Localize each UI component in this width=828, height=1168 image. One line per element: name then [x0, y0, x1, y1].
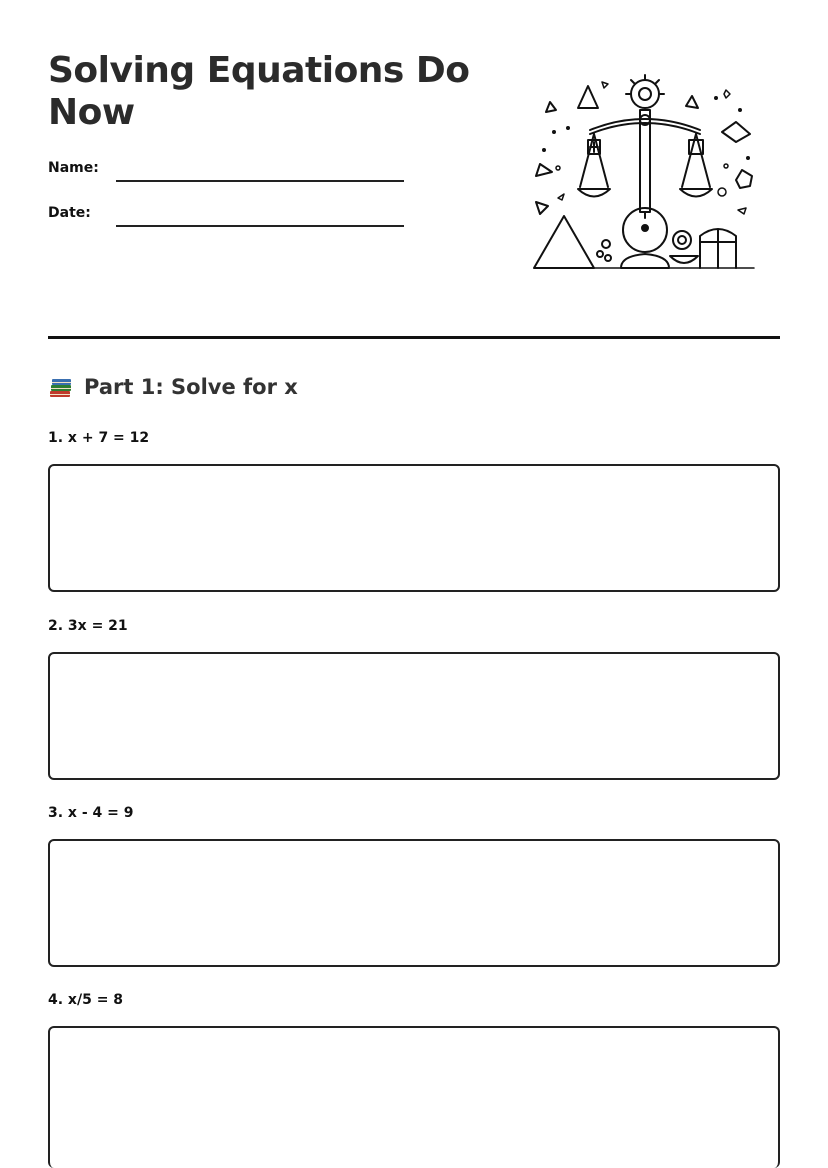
answer-box-2[interactable]	[48, 652, 780, 780]
books-icon	[48, 374, 74, 400]
page-title: Solving Equations Do Now	[48, 50, 470, 133]
name-label: Name:	[48, 160, 99, 176]
question-1-label: 1. x + 7 = 12	[48, 430, 150, 446]
section-heading-text: Part 1: Solve for x	[84, 375, 298, 399]
balance-scale-illustration	[528, 72, 758, 272]
section-heading	[48, 374, 298, 400]
answer-box-1[interactable]	[48, 464, 780, 592]
question-4-label: 4. x/5 = 8	[48, 992, 124, 1008]
date-line[interactable]	[116, 225, 404, 227]
answer-box-4[interactable]	[48, 1026, 780, 1168]
date-label: Date:	[48, 205, 91, 221]
question-3-label: 3. x - 4 = 9	[48, 805, 134, 821]
date-field[interactable]	[48, 205, 408, 229]
answer-box-3[interactable]	[48, 839, 780, 967]
section-divider	[48, 336, 780, 339]
name-line[interactable]	[116, 180, 404, 182]
name-field[interactable]	[48, 160, 408, 184]
question-2-label: 2. 3x = 21	[48, 618, 128, 634]
